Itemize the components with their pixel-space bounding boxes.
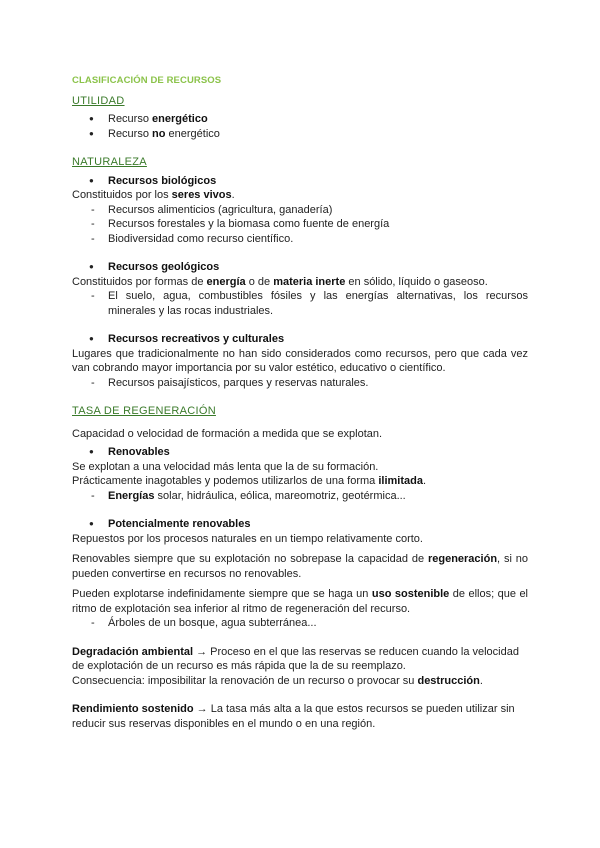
page-title: CLASIFICACIÓN DE RECURSOS — [72, 75, 222, 86]
section-heading-utilidad: UTILIDAD — [72, 94, 125, 107]
paragraph: Pueden explotarse indefinidamente siempre que se haga un uso sostenible de ellos; que el ritmo de explotación sea inferior al ritmo de regeneración del recurso. — [72, 588, 529, 615]
list-item: ● Recurso energético — [72, 112, 528, 127]
paragraph: Constituidos por formas de energía o de materia inerte en sólido, líquido o gaseoso. — [72, 275, 488, 288]
list-item: - Árboles de un bosque, agua subterránea... — [72, 616, 528, 631]
paragraph: Prácticamente inagotables y podemos utilizarlos de una forma ilimitada. — [72, 475, 427, 487]
subheading-renovables: ● Renovables — [72, 445, 528, 460]
paragraph: Repuestos por los procesos naturales en un tiempo relativamente corto. — [72, 532, 423, 545]
list-item: - El suelo, agua, combustibles fósiles y las energías alternativas, los recursos minerales y las rocas industriales. — [72, 289, 528, 318]
list-item: ● Recurso no energético — [72, 127, 528, 142]
utilidad-list — [72, 112, 528, 141]
list-item: - Recursos forestales y la biomasa como fuente de energía — [72, 217, 528, 232]
subheading-recreativos: ● Recursos recreativos y culturales — [72, 332, 528, 347]
paragraph: Constituidos por los seres vivos. — [72, 189, 235, 201]
subheading-biologicos: ● Recursos biológicos — [72, 174, 528, 189]
subheading-potencialmente: ● Potencialmente renovables — [72, 517, 528, 532]
paragraph: Renovables siempre que su explotación no sobrepase la capacidad de regeneración, si no pueden convertirse en recursos no renovables. — [72, 553, 528, 580]
section-heading-naturaleza: NATURALEZA — [72, 156, 147, 168]
section-heading-tasa: TASA DE REGENERACIÓN — [72, 405, 216, 417]
subheading-geologicos: ● Recursos geológicos — [72, 260, 528, 275]
list-item: - Recursos paisajísticos, parques y reservas naturales. — [72, 376, 528, 391]
degradacion-paragraph: Degradación ambiental → Proceso en el que las reservas se reducen cuando la velocidad de explotación de un recurso es más rápida que la de su reemplazo. — [72, 645, 519, 672]
list-item: - Recursos alimenticios (agricultura, ganadería) — [72, 203, 528, 218]
paragraph: Lugares que tradicionalmente no han sido considerados como recursos, pero que cada vez van cobrando mayor importancia por su valor estético, educativo o científico. — [72, 347, 528, 374]
paragraph: Se explotan a una velocidad más lenta que la de su formación. — [72, 460, 379, 473]
bio-list — [72, 203, 528, 247]
consecuencia-paragraph: Consecuencia: imposibilitar la renovación de un recurso o provocar su destrucción. — [72, 674, 483, 687]
document-page — [72, 74, 528, 731]
list-item: - Biodiversidad como recurso científico. — [72, 232, 528, 247]
rendimiento-paragraph: Rendimiento sostenido → La tasa más alta a la que estos recursos se pueden utilizar sin reducir sus reservas disponibles en el mundo o en una región. — [72, 703, 515, 730]
list-item: - Energías solar, hidráulica, eólica, mareomotriz, geotérmica... — [72, 489, 528, 504]
paragraph: Capacidad o velocidad de formación a medida que se explotan. — [72, 427, 383, 440]
